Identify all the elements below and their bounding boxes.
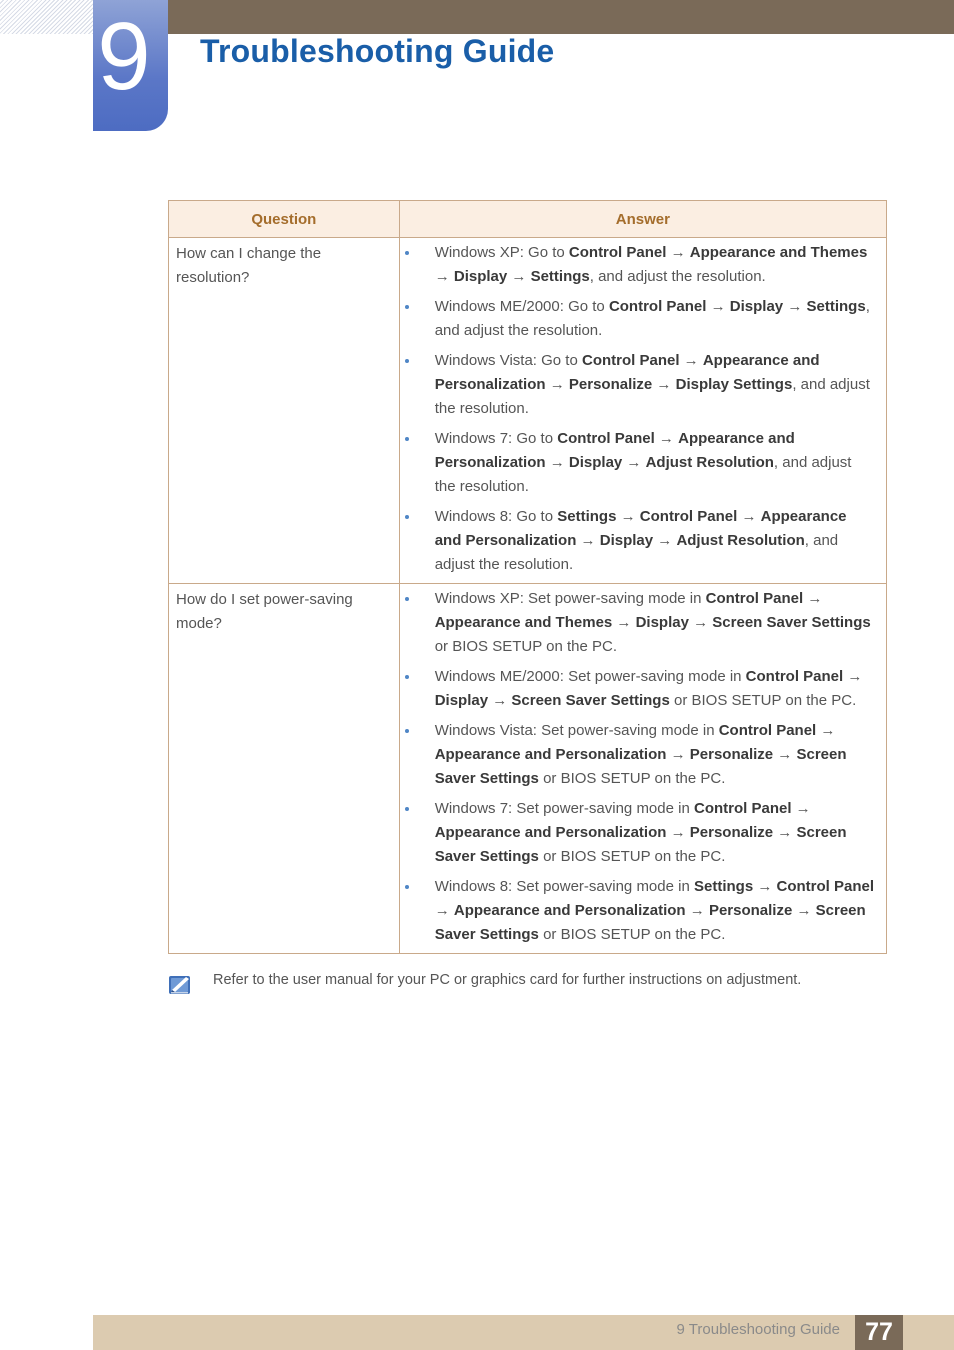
menu-path-term: Control Panel <box>608 298 707 315</box>
menu-path-term: Display <box>635 614 689 631</box>
menu-path-term: Screen Saver Settings <box>511 692 670 709</box>
menu-path-term: Display <box>453 268 508 285</box>
table-header-row <box>169 201 887 238</box>
menu-path-term: Control Panel <box>581 352 680 369</box>
answer-text: Windows 7: Go to Control Panel → Appearance and Personalization → Display → Adjust Resolution, and adjust the resolution. <box>434 430 852 495</box>
header-band <box>168 0 954 34</box>
bullet-icon <box>405 515 409 519</box>
answer-item <box>400 587 886 659</box>
menu-path-term: Settings <box>530 268 590 285</box>
menu-path-term: Control Panel <box>639 508 738 525</box>
bullet-icon <box>405 305 409 309</box>
qa-table <box>168 200 887 954</box>
menu-path-term: Control Panel <box>705 590 804 607</box>
menu-path-term: Appearance and Themes <box>689 244 868 261</box>
menu-path-term: Appearance and Personalization <box>434 824 667 841</box>
column-header-answer: Answer <box>399 201 886 238</box>
page-number: 77 <box>855 1315 903 1350</box>
menu-path-term: Appearance and Personalization <box>434 508 847 549</box>
answer-item <box>400 875 886 947</box>
chapter-number: 9 <box>97 3 151 110</box>
answer-text: Windows ME/2000: Go to Control Panel → Display → Settings, and adjust the resolution. <box>434 298 870 339</box>
header-hatch-decoration <box>0 0 93 34</box>
answer-item <box>400 719 886 791</box>
answer-cell <box>399 584 886 954</box>
menu-path-term: Appearance and Personalization <box>434 430 795 471</box>
menu-path-term: Display <box>568 454 623 471</box>
note-pencil-icon <box>168 973 192 995</box>
menu-path-term: Display <box>729 298 784 315</box>
menu-path-term: Control Panel <box>718 722 817 739</box>
bullet-icon <box>405 885 409 889</box>
menu-path-term: Personalize <box>689 824 774 841</box>
menu-path-term: Personalize <box>568 376 653 393</box>
table-row <box>169 584 887 954</box>
answer-text: Windows Vista: Go to Control Panel → Appearance and Personalization → Personalize → Display Settings, and adjust the resolution. <box>434 352 870 417</box>
menu-path-term: Settings <box>557 508 617 525</box>
answer-item <box>400 295 886 343</box>
menu-path-term: Appearance and Personalization <box>453 902 686 919</box>
menu-path-term: Display <box>434 692 489 709</box>
answer-text: Windows XP: Go to Control Panel → Appearance and Themes → Display → Settings, and adjust the resolution. <box>434 244 868 285</box>
menu-path-term: Control Panel <box>776 878 875 895</box>
menu-path-term: Settings <box>806 298 866 315</box>
menu-path-term: Personalize <box>689 746 774 763</box>
menu-path-term: Screen Saver Settings <box>434 746 847 787</box>
menu-path-term: Screen Saver Settings <box>712 614 871 631</box>
answer-text: Windows XP: Set power-saving mode in Control Panel → Appearance and Themes → Display → Screen Saver Settings or BIOS SETUP on the PC. <box>434 590 871 655</box>
footer-chapter-label: 9 Troubleshooting Guide <box>676 1321 840 1338</box>
answer-item <box>400 665 886 713</box>
question-cell: How can I change the resolution? <box>169 238 400 584</box>
answer-text: Windows 8: Go to Settings → Control Panel → Appearance and Personalization → Display → Adjust Resolution, and adjust the resolution. <box>434 508 847 573</box>
bullet-icon <box>405 807 409 811</box>
answer-item <box>400 797 886 869</box>
answer-item <box>400 427 886 499</box>
bullet-icon <box>405 729 409 733</box>
answer-list <box>400 587 886 947</box>
menu-path-term: Control Panel <box>693 800 792 817</box>
question-cell: How do I set power-saving mode? <box>169 584 400 954</box>
answer-text: Windows ME/2000: Set power-saving mode in Control Panel → Display → Screen Saver Settings or BIOS SETUP on the PC. <box>434 668 863 709</box>
note-text: Refer to the user manual for your PC or graphics card for further instructions on adjustment. <box>213 972 802 988</box>
menu-path-term: Adjust Resolution <box>645 454 774 471</box>
bullet-icon <box>405 359 409 363</box>
bullet-icon <box>405 251 409 255</box>
bullet-icon <box>405 597 409 601</box>
menu-path-term: Screen Saver Settings <box>434 902 866 943</box>
answer-item <box>400 349 886 421</box>
answer-text: Windows Vista: Set power-saving mode in Control Panel → Appearance and Personalization → Personalize → Screen Saver Settings or BIOS SETUP on the PC. <box>434 722 847 787</box>
menu-path-term: Control Panel <box>557 430 655 447</box>
menu-path-term: Control Panel <box>745 668 844 685</box>
answer-list <box>400 241 886 577</box>
table-row <box>169 238 887 584</box>
menu-path-term: Control Panel <box>568 244 667 261</box>
bullet-icon <box>405 437 409 441</box>
answer-text: Windows 8: Set power-saving mode in Settings → Control Panel → Appearance and Personalization → Personalize → Screen Saver Settings or BIOS SETUP on the PC. <box>434 878 875 943</box>
answer-cell <box>399 238 886 584</box>
menu-path-term: Personalize <box>708 902 793 919</box>
menu-path-term: Screen Saver Settings <box>434 824 847 865</box>
menu-path-term: Appearance and Personalization <box>434 746 667 763</box>
bullet-icon <box>405 675 409 679</box>
menu-path-term: Display Settings <box>675 376 793 393</box>
menu-path-term: Appearance and Personalization <box>434 352 820 393</box>
column-header-question: Question <box>169 201 400 238</box>
answer-item <box>400 505 886 577</box>
menu-path-term: Settings <box>693 878 754 895</box>
menu-path-term: Display <box>599 532 654 549</box>
page-title: Troubleshooting Guide <box>200 33 555 69</box>
answer-text: Windows 7: Set power-saving mode in Control Panel → Appearance and Personalization → Personalize → Screen Saver Settings or BIOS SETUP on the PC. <box>434 800 847 865</box>
menu-path-term: Adjust Resolution <box>676 532 805 549</box>
answer-item <box>400 241 886 289</box>
menu-path-term: Appearance and Themes <box>434 614 613 631</box>
